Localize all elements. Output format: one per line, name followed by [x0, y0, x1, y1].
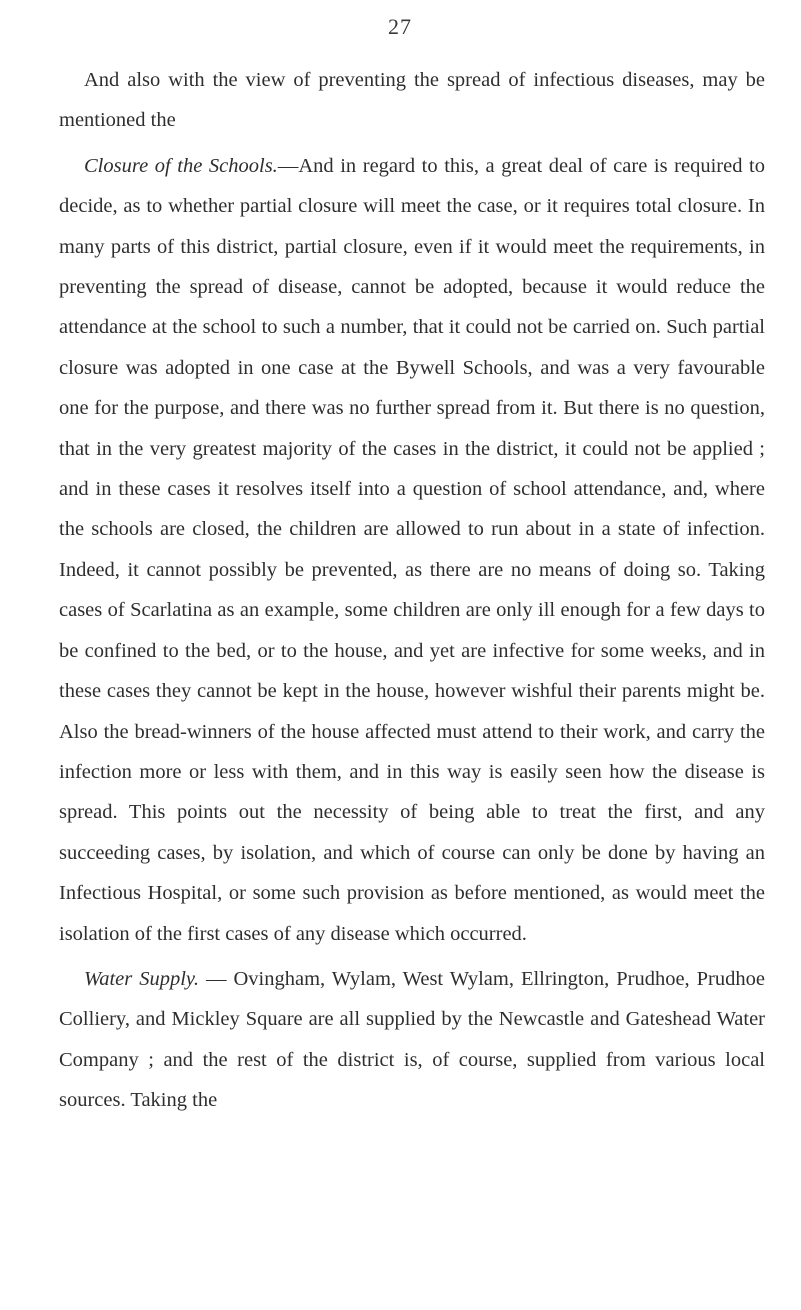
water-supply-paragraph — [59, 959, 765, 1121]
page-number: 27 — [388, 14, 412, 39]
intro-paragraph: And also with the view of preventing the spread of infectious diseases, may be mentioned the — [59, 69, 765, 132]
closure-body: —And in regard to this, a great deal of care is required to decide, as to whether partial closure will meet the case, or it requires total closure. In many parts of this district, partial closure, even if it would meet the requirements, in preventing the spread of disease, cannot be adopted, because it would reduce the attendance at the school to such a number, that it could not be carried on. Such partial closure was adopted in one case at the Bywell Schools, and was a very favourable one for the purpose, and there was no further spread from it. But there is no question, that in the very greatest majority of the cases in the district, it could not be applied ; and in these cases it resolves itself into a question of school attendance, and, where the schools are closed, the children are allowed to run about in a state of infection. Indeed, it cannot possibly be prevented, as there are no means of doing so. Taking cases of Scarlatina as an example, some children are only ill enough for a few days to be confined to the bed, or to the house, and yet are infective for some weeks, and in these cases they cannot be kept in the house, however wishful their parents might be. Also the bread-winners of the house affected must attend to their work, and carry the infection more or less with them, and in this way is easily seen how the disease is spread. This points out the necessity of being able to treat the first, and any succeeding cases, by isolation, and which of course can only be done by having an Infectious Hospital, or some such provision as before mentioned, as would meet the isolation of the first cases of any disease which occurred. — [59, 154, 765, 945]
body-text — [59, 60, 765, 1121]
water-supply-body: — Ovingham, Wylam, West Wylam, Ellrington, Prudhoe, Prudhoe Colliery, and Mickley Square are all supplied by the Newcastle and Gateshead Water Company ; and the rest of the district is, of course, supplied from various local sources. Taking the — [59, 967, 765, 1112]
water-supply-heading: Water Supply. — [84, 967, 199, 990]
closure-paragraph — [59, 146, 765, 954]
closure-heading: Closure of the Schools. — [84, 154, 278, 177]
